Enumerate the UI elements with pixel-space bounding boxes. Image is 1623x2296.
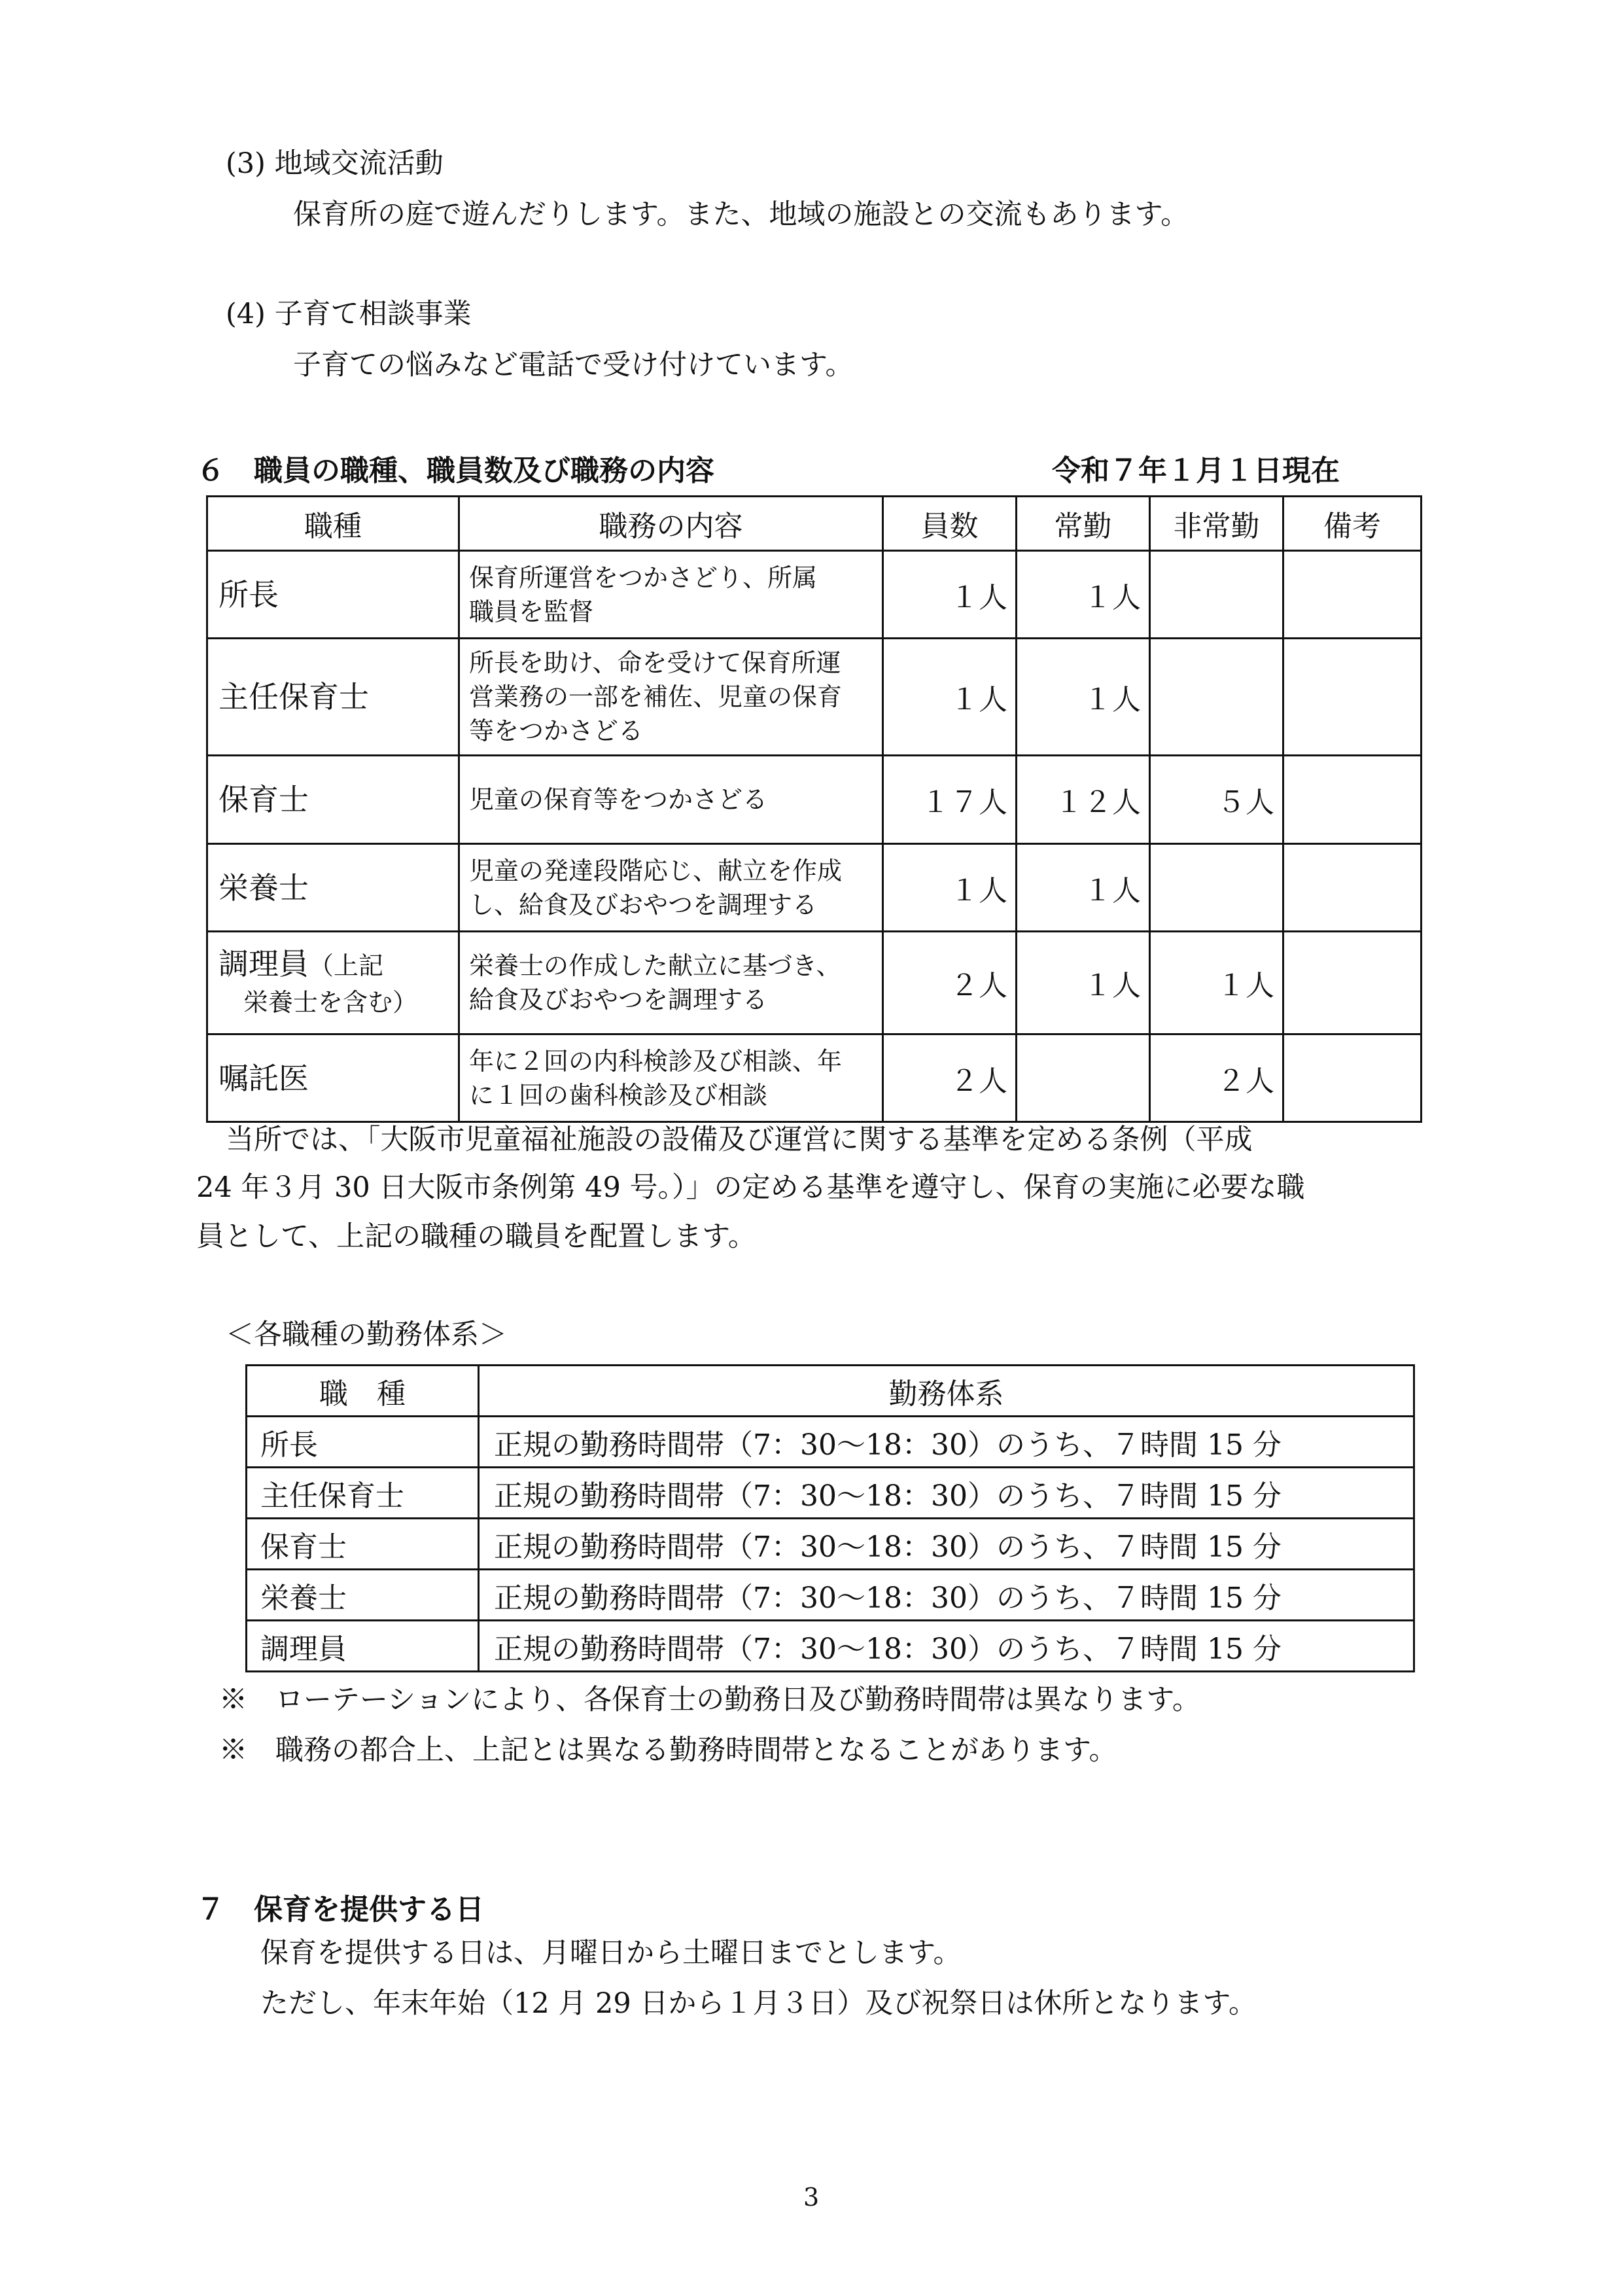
section-3-body: 保育所の庭で遊んだりします。また、地域の施設との交流もあります。 bbox=[293, 198, 1189, 231]
fulltime-count: １人 bbox=[1017, 639, 1150, 756]
staffing-paragraph-line-2: 24 年３月 30 日大阪市条例第 49 号。）」の定める基準を遵守し、保育の実施に必要な職 bbox=[196, 1171, 1305, 1204]
header-parttime: 非常勤 bbox=[1150, 497, 1283, 551]
fulltime-count: １人 bbox=[1017, 844, 1150, 932]
table-row bbox=[247, 1417, 1414, 1468]
header-shift: 勤務体系 bbox=[479, 1366, 1414, 1417]
shift-value: 正規の勤務時間帯（7：30～18：30）のうち、７時間 15 分 bbox=[479, 1417, 1414, 1468]
shift-value: 正規の勤務時間帯（7：30～18：30）のうち、７時間 15 分 bbox=[479, 1519, 1414, 1570]
header-notes: 備考 bbox=[1283, 497, 1422, 551]
section-6-heading: ６ 職員の職種、職員数及び職務の内容 bbox=[196, 454, 714, 487]
page-number: 3 bbox=[803, 2183, 820, 2212]
staff-table-header bbox=[207, 497, 1422, 551]
staff-table bbox=[206, 495, 1422, 1123]
table-row bbox=[207, 932, 1422, 1034]
table-row bbox=[247, 1570, 1414, 1621]
table-row bbox=[207, 756, 1422, 844]
shift-job-name: 栄養士 bbox=[247, 1570, 479, 1621]
job-duty: 保育所運営をつかさどり、所属 職員を監督 bbox=[459, 551, 883, 639]
shift-job-name: 調理員 bbox=[247, 1621, 479, 1672]
section-4-body: 子育ての悩みなど電話で受け付けています。 bbox=[293, 349, 854, 381]
table-row bbox=[247, 1621, 1414, 1672]
table-row bbox=[207, 844, 1422, 932]
section-3-heading: (3) 地域交流活動 bbox=[226, 147, 444, 180]
notes-cell bbox=[1283, 551, 1422, 639]
shift-note-1: ※ ローテーションにより、各保育士の勤務日及び勤務時間帯は異なります。 bbox=[219, 1684, 1200, 1716]
fulltime-count: １人 bbox=[1017, 551, 1150, 639]
fulltime-count: １２人 bbox=[1017, 756, 1150, 844]
job-duty: 栄養士の作成した献立に基づき、 給食及びおやつを調理する bbox=[459, 932, 883, 1034]
table-row bbox=[247, 1519, 1414, 1570]
notes-cell bbox=[1283, 756, 1422, 844]
job-duty: 年に２回の内科検診及び相談、年 に１回の歯科検診及び相談 bbox=[459, 1034, 883, 1122]
job-name: 所長 bbox=[207, 551, 459, 639]
notes-cell bbox=[1283, 1034, 1422, 1122]
staffing-paragraph-line-3: 員として、上記の職種の職員を配置します。 bbox=[196, 1220, 756, 1253]
section-7-heading: ７ 保育を提供する日 bbox=[196, 1893, 484, 1926]
staffing-paragraph-line-1: 当所では、「大阪市児童福祉施設の設備及び運営に関する基準を定める条例（平成 bbox=[226, 1123, 1253, 1156]
section-7-line-2: ただし、年末年始（12 月 29 日から１月３日）及び祝祭日は休所となります。 bbox=[260, 1987, 1257, 2020]
job-name: 調理員（上記 栄養士を含む） bbox=[207, 932, 459, 1034]
table-row bbox=[247, 1468, 1414, 1519]
job-duty: 児童の保育等をつかさどる bbox=[459, 756, 883, 844]
shift-section-title: ＜各職種の勤務体系＞ bbox=[226, 1318, 507, 1351]
table-row bbox=[207, 551, 1422, 639]
fulltime-count bbox=[1017, 1034, 1150, 1122]
shift-job-name: 主任保育士 bbox=[247, 1468, 479, 1519]
parttime-count: ２人 bbox=[1150, 1034, 1283, 1122]
staff-count: １７人 bbox=[883, 756, 1017, 844]
header-count: 員数 bbox=[883, 497, 1017, 551]
shift-table-header bbox=[247, 1366, 1414, 1417]
notes-cell bbox=[1283, 932, 1422, 1034]
job-name: 栄養士 bbox=[207, 844, 459, 932]
job-duty: 所長を助け、命を受けて保育所運 営業務の一部を補佐、児童の保育 等をつかさどる bbox=[459, 639, 883, 756]
header-fulltime: 常勤 bbox=[1017, 497, 1150, 551]
shift-value: 正規の勤務時間帯（7：30～18：30）のうち、７時間 15 分 bbox=[479, 1570, 1414, 1621]
shift-job-name: 所長 bbox=[247, 1417, 479, 1468]
parttime-count bbox=[1150, 639, 1283, 756]
shift-value: 正規の勤務時間帯（7：30～18：30）のうち、７時間 15 分 bbox=[479, 1468, 1414, 1519]
parttime-count bbox=[1150, 551, 1283, 639]
notes-cell bbox=[1283, 844, 1422, 932]
notes-cell bbox=[1283, 639, 1422, 756]
shift-note-2: ※ 職務の都合上、上記とは異なる勤務時間帯となることがあります。 bbox=[219, 1734, 1117, 1767]
staff-count: １人 bbox=[883, 551, 1017, 639]
fulltime-count: １人 bbox=[1017, 932, 1150, 1034]
section-7-line-1: 保育を提供する日は、月曜日から土曜日までとします。 bbox=[260, 1937, 962, 1969]
shift-value: 正規の勤務時間帯（7：30～18：30）のうち、７時間 15 分 bbox=[479, 1621, 1414, 1672]
staff-count: １人 bbox=[883, 844, 1017, 932]
staff-count: ２人 bbox=[883, 932, 1017, 1034]
staff-count: １人 bbox=[883, 639, 1017, 756]
staff-count: ２人 bbox=[883, 1034, 1017, 1122]
header-duty: 職務の内容 bbox=[459, 497, 883, 551]
section-4-heading: (4) 子育て相談事業 bbox=[226, 298, 472, 330]
job-duty: 児童の発達段階応じ、献立を作成 し、給食及びおやつを調理する bbox=[459, 844, 883, 932]
header-job: 職 種 bbox=[247, 1366, 479, 1417]
table-row bbox=[207, 639, 1422, 756]
parttime-count: ５人 bbox=[1150, 756, 1283, 844]
header-job: 職種 bbox=[207, 497, 459, 551]
table-row bbox=[207, 1034, 1422, 1122]
job-name: 保育士 bbox=[207, 756, 459, 844]
as-of-date: 令和７年１月１日現在 bbox=[1052, 454, 1340, 487]
shift-table bbox=[245, 1364, 1415, 1672]
job-name: 嘱託医 bbox=[207, 1034, 459, 1122]
job-name: 主任保育士 bbox=[207, 639, 459, 756]
shift-job-name: 保育士 bbox=[247, 1519, 479, 1570]
parttime-count bbox=[1150, 844, 1283, 932]
parttime-count: １人 bbox=[1150, 932, 1283, 1034]
